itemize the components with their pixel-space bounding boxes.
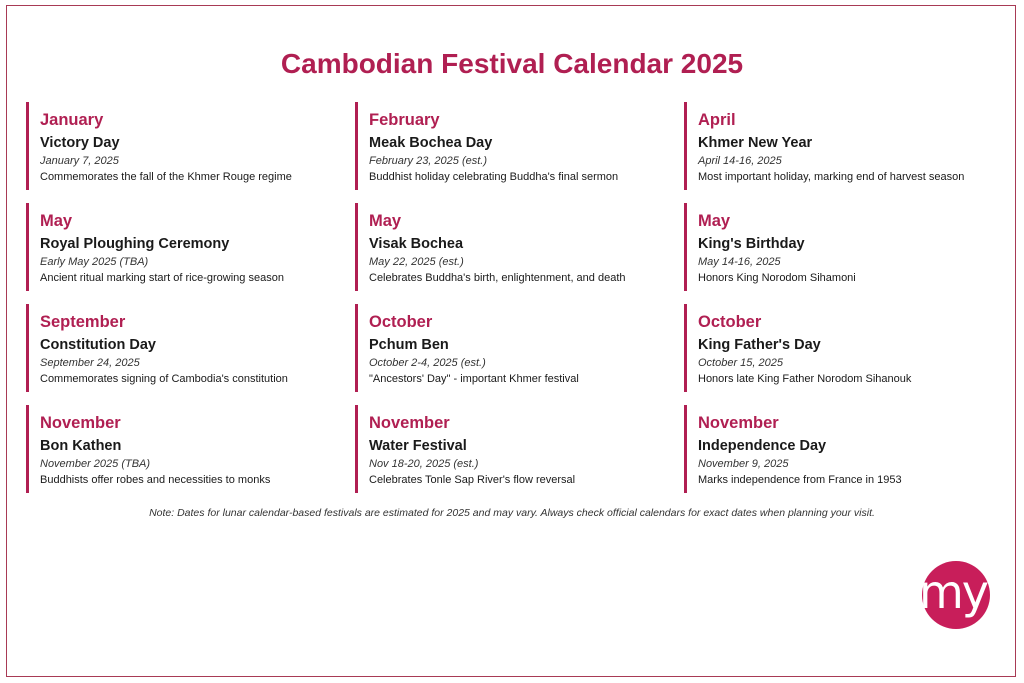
festival-description: Buddhists offer robes and necessities to monks: [40, 474, 271, 486]
festival-date: Early May 2025 (TBA): [40, 256, 149, 268]
festival-month: May: [698, 212, 731, 230]
festival-date: April 14-16, 2025: [698, 155, 782, 167]
festival-name: Bon Kathen: [40, 438, 122, 454]
festival-month: May: [40, 212, 73, 230]
festival-description: Ancient ritual marking start of rice-growing season: [40, 272, 284, 284]
brand-logo: [919, 561, 990, 629]
festival-month: October: [698, 313, 762, 331]
logo-text: my: [919, 565, 988, 619]
festival-date: November 9, 2025: [698, 458, 789, 470]
festival-name: King Father's Day: [698, 337, 821, 353]
page-title: Cambodian Festival Calendar 2025: [280, 48, 744, 79]
festival-grid: [26, 102, 1006, 506]
festival-month: April: [698, 111, 736, 129]
festival-card: [355, 304, 684, 392]
festival-card: [26, 304, 355, 392]
festival-name: Pchum Ben: [369, 337, 449, 353]
festival-date: October 15, 2025: [698, 357, 784, 369]
festival-month: January: [40, 111, 104, 129]
festival-description: "Ancestors' Day" - important Khmer festival: [369, 373, 579, 385]
festival-card: [26, 405, 355, 493]
festival-name: Visak Bochea: [369, 236, 464, 252]
festival-description: Commemorates the fall of the Khmer Rouge regime: [40, 171, 292, 183]
festival-description: Celebrates Tonle Sap River's flow reversal: [369, 474, 576, 486]
festival-date: January 7, 2025: [40, 155, 119, 167]
festival-month: November: [369, 414, 450, 432]
festival-card: [684, 304, 1006, 392]
festival-date: November 2025 (TBA): [40, 458, 151, 470]
festival-name: Meak Bochea Day: [369, 135, 493, 151]
festival-card: [355, 203, 684, 291]
festival-name: Independence Day: [698, 438, 827, 454]
festival-description: Honors late King Father Norodom Sihanouk: [698, 373, 912, 385]
festival-description: Honors King Norodom Sihamoni: [698, 272, 856, 284]
festival-name: Khmer New Year: [698, 135, 813, 151]
festival-date: September 24, 2025: [40, 357, 140, 369]
festival-card: [684, 405, 1006, 493]
festival-description: Marks independence from France in 1953: [698, 474, 902, 486]
festival-card: [684, 102, 1006, 190]
festival-month: February: [369, 111, 440, 129]
festival-month: November: [698, 414, 779, 432]
festival-description: Most important holiday, marking end of harvest season: [698, 171, 965, 183]
festival-card: [26, 203, 355, 291]
festival-description: Celebrates Buddha's birth, enlightenment, and death: [369, 272, 626, 284]
festival-name: Victory Day: [40, 135, 120, 151]
festival-date: Nov 18-20, 2025 (est.): [369, 458, 479, 470]
festival-date: October 2-4, 2025 (est.): [369, 357, 486, 369]
festival-description: Commemorates signing of Cambodia's constitution: [40, 373, 288, 385]
festival-month: November: [40, 414, 121, 432]
festival-name: Royal Ploughing Ceremony: [40, 236, 230, 252]
festival-name: Water Festival: [369, 438, 467, 454]
festival-card: [355, 102, 684, 190]
festival-month: September: [40, 313, 126, 331]
festival-card: [26, 102, 355, 190]
festival-month: May: [369, 212, 402, 230]
festival-name: Constitution Day: [40, 337, 156, 353]
festival-card: [684, 203, 1006, 291]
festival-description: Buddhist holiday celebrating Buddha's final sermon: [369, 171, 619, 183]
festival-month: October: [369, 313, 433, 331]
festival-date: February 23, 2025 (est.): [369, 155, 488, 167]
disclaimer-note: Note: Dates for lunar calendar-based festivals are estimated for 2025 and may vary. Always check official calendars for exact dates when planning your visit.: [149, 507, 875, 519]
festival-name: King's Birthday: [698, 236, 805, 252]
festival-card: [355, 405, 684, 493]
festival-date: May 22, 2025 (est.): [369, 256, 464, 268]
festival-date: May 14-16, 2025: [698, 256, 781, 268]
